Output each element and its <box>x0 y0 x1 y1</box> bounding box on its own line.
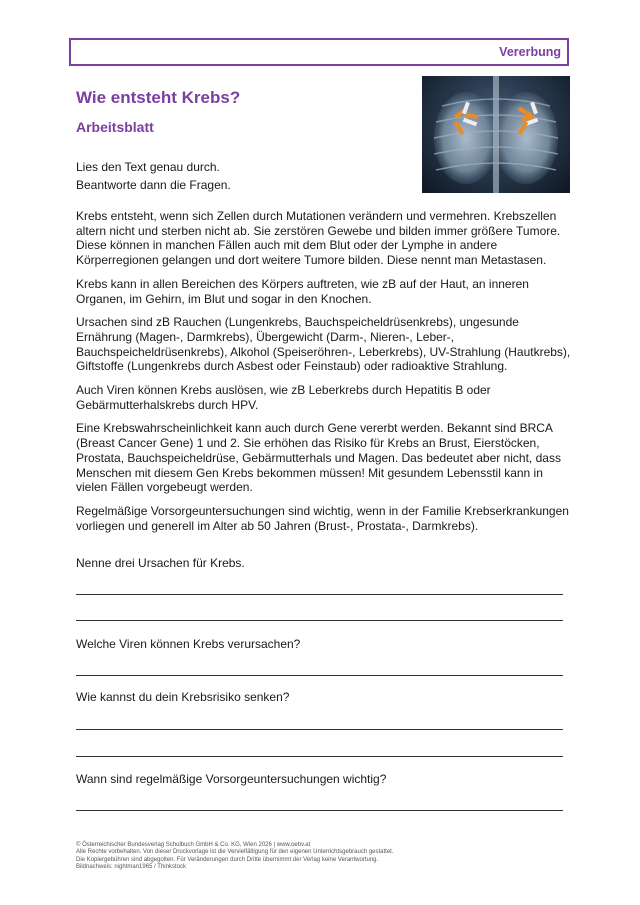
worksheet-subtitle: Arbeitsblatt <box>76 119 154 135</box>
footer-copyright <box>76 842 394 871</box>
xray-lungs-image <box>422 76 570 193</box>
question-2: Welche Viren können Krebs verursachen? <box>76 637 301 651</box>
answer-line[interactable] <box>76 729 563 730</box>
question-1: Nenne drei Ursachen für Krebs. <box>76 556 245 570</box>
reading-text <box>76 209 576 542</box>
paragraph: Krebs kann in allen Bereichen des Körpers auftreten, wie zB auf der Haut, an inneren Organen, im Gehirn, im Blut und sogar in den Knochen. <box>76 276 529 306</box>
footer-line: Die Kopiergebühren sind abgegolten. Für Veränderungen durch Dritte übernimmt der Verlag keine Verantwortung. <box>76 856 379 863</box>
paragraph: Ursachen sind zB Rauchen (Lungenkrebs, Bauchspeicheldrüsenkrebs), ungesunde Ernährung (Magen-, Darmkrebs), Übergewicht (Darm-, Nieren-, Leber-, Bauchspeicheldrüsenkrebs), Alkohol (Speiseröhren-, Leberkrebs), UV-Strahlung (Hautkrebs), Giftstoffe (Lungenkrebs durch Asbest oder Feinstaub) oder radioaktive Strahlung. <box>76 315 571 374</box>
header-box <box>69 38 569 66</box>
topic-label: Vererbung <box>499 45 561 59</box>
answer-line[interactable] <box>76 620 563 621</box>
answer-line[interactable] <box>76 756 563 757</box>
footer-line: Bildnachweis: nightman1965 / Thinkstock <box>76 863 186 870</box>
footer-line: Alle Rechte vorbehalten. Von dieser Druckvorlage ist die Vervielfältigung für den eigenen Unterrichtsgebrauch gestattet. <box>76 849 394 856</box>
instructions <box>76 158 231 194</box>
answer-line[interactable] <box>76 594 563 595</box>
paragraph: Auch Viren können Krebs auslösen, wie zB Leberkrebs durch Hepatitis B oder Gebärmutterhalskrebs durch HPV. <box>76 383 491 412</box>
instruction-line: Lies den Text genau durch. <box>76 160 220 174</box>
instruction-line: Beantworte dann die Fragen. <box>76 178 231 192</box>
paragraph: Eine Krebswahrscheinlichkeit kann auch durch Gene vererbt werden. Bekannt sind BRCA (Breast Cancer Gene) 1 und 2. Sie erhöhen das Risiko für Krebs an Brust, Eierstöcken, Prostata, Bauchspeicheldrüse, Gebärmutterhals und Magen. Das bedeutet aber nicht, dass Menschen mit diesem Gen Krebs bekommen müssen! Mit gesundem Lebensstil kann in vielen Fällen vorgebeugt werden. <box>76 421 561 495</box>
answer-line[interactable] <box>76 810 563 811</box>
question-4: Wann sind regelmäßige Vorsorgeuntersuchungen wichtig? <box>76 772 387 786</box>
paragraph: Regelmäßige Vorsorgeuntersuchungen sind wichtig, wenn in der Familie Krebserkrankungen vorliegen und generell im Alter ab 50 Jahren (Brust-, Prostata-, Darmkrebs). <box>76 503 569 533</box>
question-3: Wie kannst du dein Krebsrisiko senken? <box>76 690 290 704</box>
worksheet-title: Wie entsteht Krebs? <box>76 88 241 107</box>
footer-line: © Österreichischer Bundesverlag Schulbuch GmbH & Co. KG, Wien 2026 | www.oebv.at <box>76 842 311 848</box>
answer-line[interactable] <box>76 675 563 676</box>
paragraph: Krebs entsteht, wenn sich Zellen durch Mutationen verändern und vermehren. Krebszellen altern nicht und sterben nicht ab. Sie zerstören Gewebe und bilden immer größere Tumore. Diese können in manchen Fällen auch mit dem Blut oder der Lymphe in andere Körperregionen gelangen und dort weitere Tumore bilden. Diese nennt man Metastasen. <box>76 209 561 268</box>
